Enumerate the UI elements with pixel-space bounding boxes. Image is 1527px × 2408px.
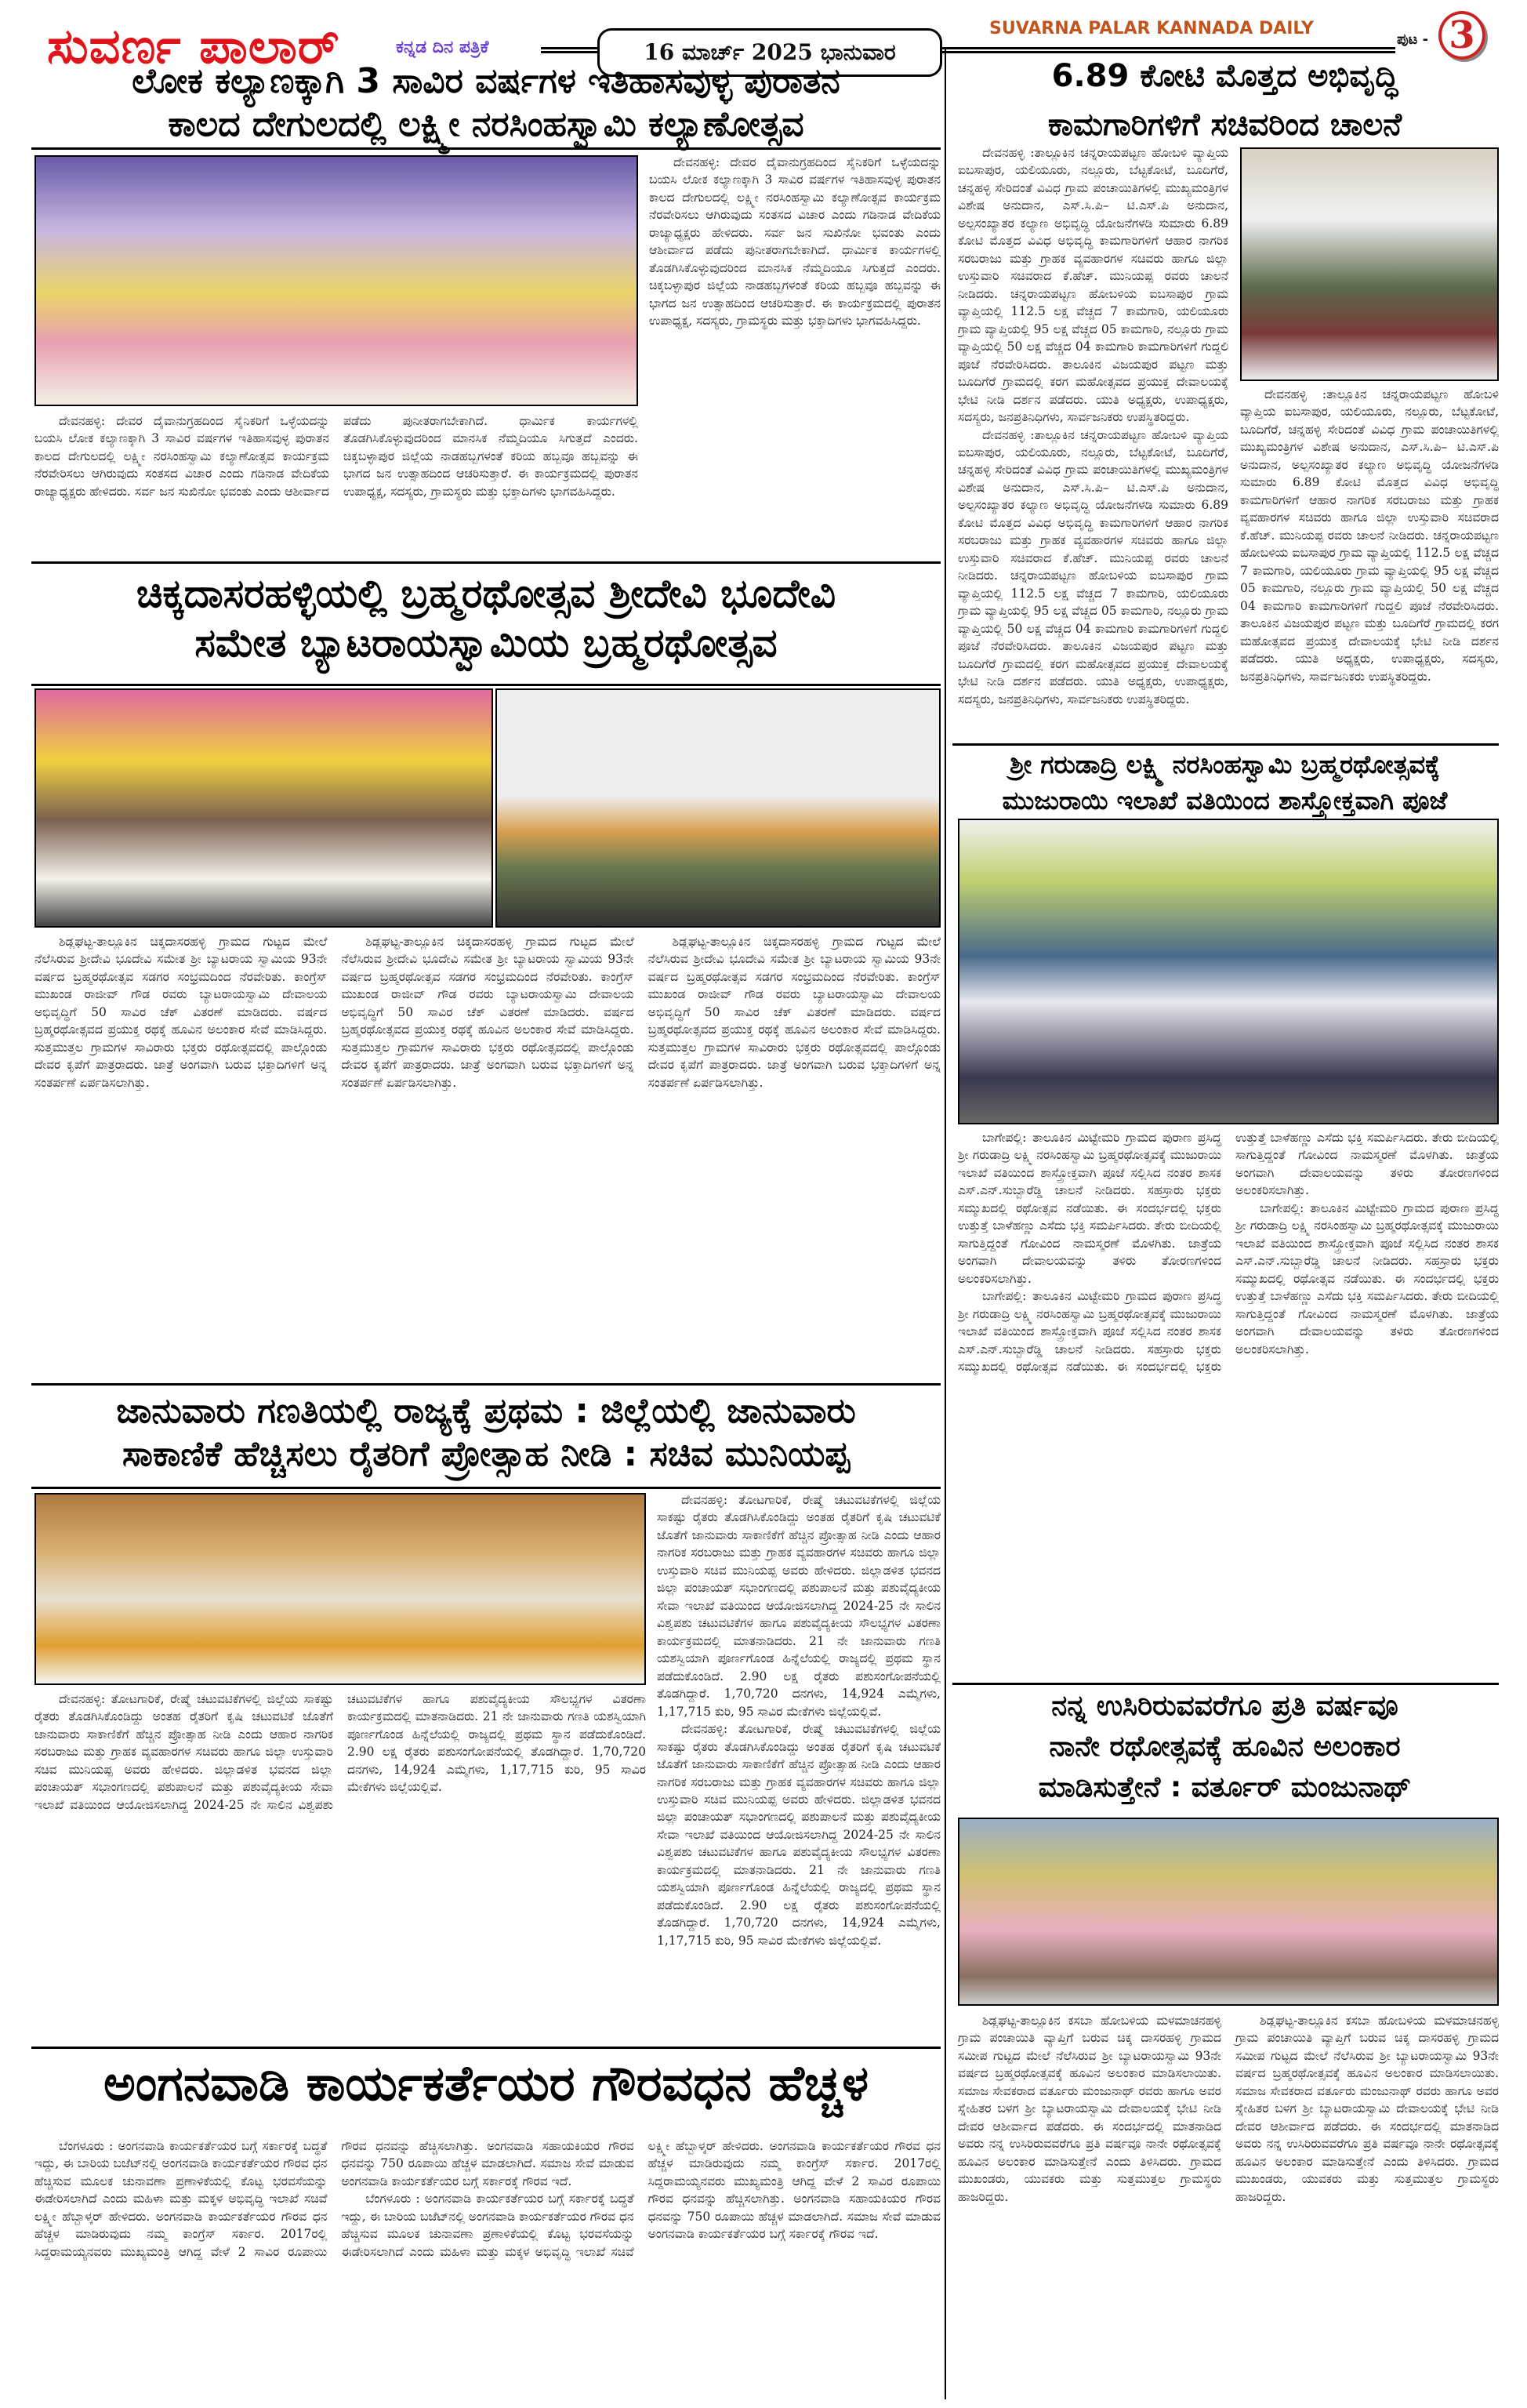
story-6-headline	[952, 746, 1497, 819]
story-4-body	[34, 2137, 941, 2400]
divider	[952, 743, 1499, 746]
minister-photo	[1240, 147, 1499, 381]
paragraph: ಬೆಂಗಳೂರು : ಅಂಗನವಾಡಿ ಕಾರ್ಯಕರ್ತೆಯರ ಬಗ್ಗೆ ಸರ್ಕಾರಕ್ಕೆ ಬದ್ಧತೆ ಇದ್ದು, ಈ ಬಾರಿಯ ಬಜೆಟ್‌ನಲ್ಲಿ ಅಂಗನವಾಡಿ ಕಾರ್ಯಕರ್ತೆಯರ ಗೌರವ ಧನ ಹೆಚ್ಚಿಸುವ ಮೂಲಕ ಚುನಾವಣಾ ಪ್ರಣಾಳಿಕೆಯಲ್ಲಿ ಕೊಟ್ಟ ಭರವಸೆಯನ್ನು ಈಡೇರಿಸಲಾಗಿದೆ ಎಂದು ಮಹಿಳಾ ಮತ್ತು ಮಕ್ಕಳ ಅಭಿವೃದ್ಧಿ ಇಲಾಖೆ ಸಚಿವೆ ಲಕ್ಷ್ಮೀ ಹೆಬ್ಬಾಳ್ಕರ್ ಹೇಳಿದರು. ಅಂಗನವಾಡಿ ಕಾರ್ಯಕರ್ತೆಯರ ಗೌರವ ಧನ ಹೆಚ್ಚಳ ಮಾಡಿರುವುದು ನಮ್ಮ ಕಾಂಗ್ರೆಸ್ ಸರ್ಕಾರ. 2017ರಲ್ಲಿ ಸಿದ್ದರಾಮಯ್ಯನವರು ಮುಖ್ಯಮಂತ್ರಿ ಆಗಿದ್ದ ವೇಳೆ 2 ಸಾವಿರ ರೂಪಾಯಿ ಗೌರವ ಧನವನ್ನು ಹೆಚ್ಚಿಸಲಾಗಿತ್ತು. ಅಂಗನವಾಡಿ ಸಹಾಯಕಿಯರ ಗೌರವ ಧನವನ್ನು 750 ರೂಪಾಯಿ ಹೆಚ್ಚಳ ಮಾಡಲಾಗಿದೆ. ಸಮಾಜ ಸೇವೆ ಮಾಡುವ ಅಂಗನವಾಡಿ ಕಾರ್ಯಕರ್ತೆಯರ ಬಗ್ಗೆ ಸರ್ಕಾರಕ್ಕೆ ಗೌರವ ಇದೆ.	[341, 2139, 941, 2259]
divider	[952, 1683, 1499, 1685]
divider	[31, 1487, 941, 1489]
headline-line: ಮಾಡಿಸುತ್ತೇನೆ : ವರ್ತೂರ್ ಮಂಜುನಾಥ್	[1038, 1771, 1412, 1804]
rathotsava-crowd-photo	[958, 819, 1499, 1124]
story-7-headline	[952, 1686, 1497, 1809]
paragraph: ಬಾಗೇಪಲ್ಲಿ: ತಾಲೂಕಿನ ಮಿಟ್ಟೇಮರಿ ಗ್ರಾಮದ ಪುರಾಣ ಪ್ರಸಿದ್ಧ ಶ್ರೀ ಗರುಡಾದ್ರಿ ಲಕ್ಷ್ಮಿ ನರಸಿಂಹಸ್ವಾಮಿ ಬ್ರಹ್ಮರಥೋತ್ಸವಕ್ಕೆ ಮುಜುರಾಯಿ ಇಲಾಖೆ ವತಿಯಿಂದ ಶಾಸ್ತ್ರೋಕ್ತವಾಗಿ ಪೂಜೆ ಸಲ್ಲಿಸಿದ ನಂತರ ಶಾಸಕ ಎಸ್.ಎನ್.ಸುಬ್ಬಾರೆಡ್ಡಿ ಚಾಲನೆ ನೀಡಿದರು. ಸಹಸ್ರಾರು ಭಕ್ತರು ಸಮ್ಮುಖದಲ್ಲಿ ರಥೋತ್ಸವ ನಡೆಯಿತು. ಈ ಸಂದರ್ಭದಲ್ಲಿ ಭಕ್ತರು ಉತ್ತುತ್ತೆ ಬಾಳೆಹಣ್ಣು ಎಸೆದು ಭಕ್ತಿ ಸಮರ್ಪಿಸಿದರು. ತೇರು ಬೀದಿಯಲ್ಲಿ ಸಾಗುತ್ತಿದ್ದಂತೆ ಗೋವಿಂದ ನಾಮಸ್ಮರಣೆ ಮೊಳಗಿತು. ಜಾತ್ರೆಯ ಅಂಗವಾಗಿ ದೇವಾಲಯವನ್ನು ತಳಿರು ತೋರಣಗಳಿಂದ ಅಲಂಕರಿಸಲಾಗಿತ್ತು.	[1235, 1200, 1499, 1357]
page-number: 3	[1438, 11, 1485, 60]
paragraph: ದೇವನಹಳ್ಳಿ :ತಾಲ್ಲೂಕಿನ ಚನ್ನರಾಯಪಟ್ಟಣ ಹೋಬಳಿ ವ್ಯಾಪ್ತಿಯ ಐಬಸಾಪುರ, ಯಲಿಯೂರು, ನಲ್ಲೂರು, ಬೆಟ್ಟಕೋಟೆ, ಬೂದಿಗೆರೆ, ಚನ್ನಹಳ್ಳಿ ಸೇರಿದಂತೆ ವಿವಿಧ ಗ್ರಾಮ ಪಂಚಾಯಿತಿಗಳಲ್ಲಿ ಮುಖ್ಯಮಂತ್ರಿಗಳ ವಿಶೇಷ ಅನುದಾನ, ಎಸ್.ಸಿ.ಪಿ– ಟಿ.ಎಸ್.ಪಿ ಅನುದಾನ, ಅಲ್ಪಸಂಖ್ಯಾತರ ಕಲ್ಯಾಣ ಅಭಿವೃದ್ಧಿ ಯೋಜನೆಗಳಡಿ ಸುಮಾರು 6.89 ಕೋಟಿ ಮೊತ್ತದ ವಿವಿಧ ಅಭಿವೃದ್ಧಿ ಕಾಮಗಾರಿಗಳಿಗೆ ಆಹಾರ ನಾಗರಿಕ ಸರಬರಾಜು ಮತ್ತು ಗ್ರಾಹಕ ವ್ಯವಹಾರಗಳ ಸಚಿವರು ಹಾಗೂ ಜಿಲ್ಲಾ ಉಸ್ತುವಾರಿ ಸಚಿವರಾದ ಕೆ.ಹೆಚ್. ಮುನಿಯಪ್ಪ ರವರು ಚಾಲನೆ ನೀಡಿದರು. ಚನ್ನರಾಯಪಟ್ಟಣ ಹೋಬಳಿಯ ಐಬಸಾಪುರ ಗ್ರಾಮ ವ್ಯಾಪ್ತಿಯಲ್ಲಿ 112.5 ಲಕ್ಷ ವೆಚ್ಚದ 7 ಕಾಮಗಾರಿ, ಯಲಿಯೂರು ಗ್ರಾಮ ವ್ಯಾಪ್ತಿಯಲ್ಲಿ 95 ಲಕ್ಷ ವೆಚ್ಚದ 05 ಕಾಮಗಾರಿ, ನಲ್ಲೂರು ಗ್ರಾಮ ವ್ಯಾಪ್ತಿಯಲ್ಲಿ 50 ಲಕ್ಷ ವೆಚ್ಚದ 04 ಕಾಮಗಾರಿ ಕಾಮಗಾರಿಗಳಿಗೆ ಗುದ್ದಲಿ ಪೂಜೆ ನೆರವೇರಿಸಿದರು. ತಾಲೂಕಿನ ವಿಜಯಪುರ ಪಟ್ಟಣ ಮತ್ತು ಬೂದಿಗೆರೆ ಗ್ರಾಮದಲ್ಲಿ ಕರಗ ಮಹೋತ್ಸವದ ಪ್ರಯುಕ್ತ ದೇವಾಲಯಕ್ಕೆ ಭೇಟಿ ನೀಡಿ ದರ್ಶನ ಪಡೆದರು. ಯುತಿ ಅಧ್ಯಕ್ಷರು, ಉಪಾಧ್ಯಕ್ಷರು, ಸದಸ್ಯರು, ಜನಪ್ರತಿನಿಧಿಗಳು, ಸಾರ್ವಜನಿಕರು ಉಪಸ್ಥಿತರಿದ್ದರು.	[958, 427, 1228, 706]
headline-line: ಅಂಗನವಾಡಿ ಕಾರ್ಯಕರ್ತೆಯರ ಗೌರವಧನ ಹೆಚ್ಚಳ	[103, 2054, 869, 2112]
headline-line: ಜಾನುವಾರು ಗಣತಿಯಲ್ಲಿ ರಾಜ್ಯಕ್ಕೆ ಪ್ರಥಮ : ಜಿಲ್ಲೆಯಲ್ಲಿ ಜಾನುವಾರು	[116, 1391, 856, 1431]
headline-line: ಕಾಲದ ದೇಗುಲದಲ್ಲಿ ಲಕ್ಷ್ಮೀ ನರಸಿಂಹಸ್ವಾಮಿ ಕಲ್ಯಾಣೋತ್ಸವ	[168, 104, 804, 144]
paragraph: ಶಿಡ್ಲಘಟ್ಟ-ತಾಲ್ಲೂಕಿನ ಕಸಬಾ ಹೋಬಳಿಯ ಮಳಮಾಚನಹಳ್ಳಿ ಗ್ರಾಮ ಪಂಚಾಯಿತಿ ವ್ಯಾಪ್ತಿಗೆ ಬರುವ ಚಿಕ್ಕ ದಾಸರಹಳ್ಳಿ ಗ್ರಾಮದ ಸಮೀಪ ಗುಟ್ಟದ ಮೇಲೆ ನೆಲೆಸಿರುವ ಶ್ರೀ ಬ್ಯಾಟರಾಯಸ್ವಾಮಿ 93ನೇ ವರ್ಷದ ಬ್ರಹ್ಮರಥೋತ್ಸವಕ್ಕೆ ಹೂವಿನ ಅಲಂಕಾರ ಮಾಡಿಸಲಾಯಿತು. ಸಮಾಜ ಸೇವಕರಾದ ವರ್ತೂರು ಮಂಜುನಾಥ್ ರವರು ಹಾಗೂ ಅವರ ಸ್ನೇಹಿತರ ಬಳಗ ಶ್ರೀ ಬ್ಯಾಟರಾಯಸ್ವಾಮಿ ದೇವಾಲಯಕ್ಕೆ ಭೇಟಿ ನೀಡಿ ದೇವರ ಆಶೀರ್ವಾದ ಪಡೆದರು. ಈ ಸಂದರ್ಭದಲ್ಲಿ ಮಾತನಾಡಿದ ಅವರು ನನ್ನ ಉಸಿರಿರುವವರೆಗೂ ಪ್ರತಿ ವರ್ಷವೂ ನಾನೇ ರಥೋತ್ಸವಕ್ಕೆ ಹೂವಿನ ಅಲಂಕಾರ ಮಾಡಿಸುತ್ತೇನೆ ಎಂದು ತಿಳಿಸಿದರು. ಗ್ರಾಮದ ಮುಖಂಡರು, ಯುವಕರು ಮತ್ತು ಸುತ್ತಮುತ್ತಲ ಗ್ರಾಮಸ್ಥರು ಹಾಜರಿದ್ದರು.	[958, 2014, 1221, 2204]
story-2-body	[34, 933, 941, 1372]
story-5-headline	[952, 52, 1497, 149]
story-5-body-left	[958, 144, 1228, 740]
headline-line: ಲೋಕ ಕಲ್ಯಾಣಕ್ಕಾಗಿ 3 ಸಾವಿರ ವರ್ಷಗಳ ಇತಿಹಾಸವುಳ್ಳ ಪುರಾತನ	[132, 61, 840, 101]
paragraph: ದೇವನಹಳ್ಳಿ: ತೋಟಗಾರಿಕೆ, ರೇಷ್ಮೆ ಚಟುವಟಿಕೆಗಳಲ್ಲಿ ಜಿಲ್ಲೆಯ ಸಾಕಷ್ಟು ರೈತರು ತೊಡಗಿಸಿಕೊಂಡಿದ್ದು ಅಂತಹ ರೈತರಿಗೆ ಕೃಷಿ ಚಟುವಟಿಕೆ ಜೊತೆಗೆ ಜಾನುವಾರು ಸಾಕಾಣಿಕೆಗೆ ಹೆಚ್ಚಿನ ಪ್ರೋತ್ಸಾಹ ನೀಡಿ ಎಂದು ಆಹಾರ ನಾಗರಿಕ ಸರಬರಾಜು ಮತ್ತು ಗ್ರಾಹಕ ವ್ಯವಹಾರಗಳ ಸಚಿವರು ಹಾಗೂ ಜಿಲ್ಲಾ ಉಸ್ತುವಾರಿ ಸಚಿವ ಮುನಿಯಪ್ಪ ಅವರು ಹೇಳಿದರು. ಜಿಲ್ಲಾಡಳಿತ ಭವನದ ಜಿಲ್ಲಾ ಪಂಚಾಯತ್ ಸಭಾಂಗಣದಲ್ಲಿ ಪಶುಪಾಲನೆ ಮತ್ತು ಪಶುವೈದ್ಯಕೀಯ ಸೇವಾ ಇಲಾಖೆ ವತಿಯಿಂದ ಆಯೋಜಿಸಲಾಗಿದ್ದ 2024-25 ನೇ ಸಾಲಿನ ವಿಶ್ವಪಶು ಚಟುವಟಿಕೆಗಳ ಹಾಗೂ ಪಶುವೈದ್ಯಕೀಯ ಸೌಲಭ್ಯಗಳ ವಿತರಣಾ ಕಾರ್ಯಕ್ರಮದಲ್ಲಿ ಮಾತನಾಡಿದರು. 21 ನೇ ಜಾನುವಾರು ಗಣತಿ ಯಶಸ್ವಿಯಾಗಿ ಪೂರ್ಣಗೊಂಡ ಹಿನ್ನೆಲೆಯಲ್ಲಿ ರಾಜ್ಯದಲ್ಲಿ ಪ್ರಥಮ ಸ್ಥಾನ ಪಡೆದುಕೊಂಡಿದೆ. 2.90 ಲಕ್ಷ ರೈತರು ಪಶುಸಂಗೋಪನೆಯಲ್ಲಿ ತೊಡಗಿದ್ದಾರೆ. 1,70,720 ದನಗಳು, 14,924 ಎಮ್ಮೆಗಳು, 1,17,715 ಕುರಿ, 95 ಸಾವಿರ ಮೇಕೆಗಳು ಜಿಲ್ಲೆಯಲ್ಲಿವೆ.	[657, 1722, 941, 1948]
paragraph: ಬಾಗೇಪಲ್ಲಿ: ತಾಲೂಕಿನ ಮಿಟ್ಟೇಮರಿ ಗ್ರಾಮದ ಪುರಾಣ ಪ್ರಸಿದ್ಧ ಶ್ರೀ ಗರುಡಾದ್ರಿ ಲಕ್ಷ್ಮಿ ನರಸಿಂಹಸ್ವಾಮಿ ಬ್ರಹ್ಮರಥೋತ್ಸವಕ್ಕೆ ಮುಜುರಾಯಿ ಇಲಾಖೆ ವತಿಯಿಂದ ಶಾಸ್ತ್ರೋಕ್ತವಾಗಿ ಪೂಜೆ ಸಲ್ಲಿಸಿದ ನಂತರ ಶಾಸಕ ಎಸ್.ಎನ್.ಸುಬ್ಬಾರೆಡ್ಡಿ ಚಾಲನೆ ನೀಡಿದರು. ಸಹಸ್ರಾರು ಭಕ್ತರು ಸಮ್ಮುಖದಲ್ಲಿ ರಥೋತ್ಸವ ನಡೆಯಿತು. ಈ ಸಂದರ್ಭದಲ್ಲಿ ಭಕ್ತರು ಉತ್ತುತ್ತೆ ಬಾಳೆಹಣ್ಣು ಎಸೆದು ಭಕ್ತಿ ಸಮರ್ಪಿಸಿದರು. ತೇರು ಬೀದಿಯಲ್ಲಿ ಸಾಗುತ್ತಿದ್ದಂತೆ ಗೋವಿಂದ ನಾಮಸ್ಮರಣೆ ಮೊಳಗಿತು. ಜಾತ್ರೆಯ ಅಂಗವಾಗಿ ದೇವಾಲಯವನ್ನು ತಳಿರು ತೋರಣಗಳಿಂದ ಅಲಂಕರಿಸಲಾಗಿತ್ತು.	[958, 1131, 1221, 1286]
issue-date: 16 ಮಾರ್ಚ್ 2025 ಭಾನುವಾರ	[597, 28, 942, 77]
paragraph: ದೇವನಹಳ್ಳಿ :ತಾಲ್ಲೂಕಿನ ಚನ್ನರಾಯಪಟ್ಟಣ ಹೋಬಳಿ ವ್ಯಾಪ್ತಿಯ ಐಬಸಾಪುರ, ಯಲಿಯೂರು, ನಲ್ಲೂರು, ಬೆಟ್ಟಕೋಟೆ, ಬೂದಿಗೆರೆ, ಚನ್ನಹಳ್ಳಿ ಸೇರಿದಂತೆ ವಿವಿಧ ಗ್ರಾಮ ಪಂಚಾಯಿತಿಗಳಲ್ಲಿ ಮುಖ್ಯಮಂತ್ರಿಗಳ ವಿಶೇಷ ಅನುದಾನ, ಎಸ್.ಸಿ.ಪಿ– ಟಿ.ಎಸ್.ಪಿ ಅನುದಾನ, ಅಲ್ಪಸಂಖ್ಯಾತರ ಕಲ್ಯಾಣ ಅಭಿವೃದ್ಧಿ ಯೋಜನೆಗಳಡಿ ಸುಮಾರು 6.89 ಕೋಟಿ ಮೊತ್ತದ ವಿವಿಧ ಅಭಿವೃದ್ಧಿ ಕಾಮಗಾರಿಗಳಿಗೆ ಆಹಾರ ನಾಗರಿಕ ಸರಬರಾಜು ಮತ್ತು ಗ್ರಾಹಕ ವ್ಯವಹಾರಗಳ ಸಚಿವರು ಹಾಗೂ ಜಿಲ್ಲಾ ಉಸ್ತುವಾರಿ ಸಚಿವರಾದ ಕೆ.ಹೆಚ್. ಮುನಿಯಪ್ಪ ರವರು ಚಾಲನೆ ನೀಡಿದರು. ಚನ್ನರಾಯಪಟ್ಟಣ ಹೋಬಳಿಯ ಐಬಸಾಪುರ ಗ್ರಾಮ ವ್ಯಾಪ್ತಿಯಲ್ಲಿ 112.5 ಲಕ್ಷ ವೆಚ್ಚದ 7 ಕಾಮಗಾರಿ, ಯಲಿಯೂರು ಗ್ರಾಮ ವ್ಯಾಪ್ತಿಯಲ್ಲಿ 95 ಲಕ್ಷ ವೆಚ್ಚದ 05 ಕಾಮಗಾರಿ, ನಲ್ಲೂರು ಗ್ರಾಮ ವ್ಯಾಪ್ತಿಯಲ್ಲಿ 50 ಲಕ್ಷ ವೆಚ್ಚದ 04 ಕಾಮಗಾರಿ ಕಾಮಗಾರಿಗಳಿಗೆ ಗುದ್ದಲಿ ಪೂಜೆ ನೆರವೇರಿಸಿದರು. ತಾಲೂಕಿನ ವಿಜಯಪುರ ಪಟ್ಟಣ ಮತ್ತು ಬೂದಿಗೆರೆ ಗ್ರಾಮದಲ್ಲಿ ಕರಗ ಮಹೋತ್ಸವದ ಪ್ರಯುಕ್ತ ದೇವಾಲಯಕ್ಕೆ ಭೇಟಿ ನೀಡಿ ದರ್ಶನ ಪಡೆದರು. ಯುತಿ ಅಧ್ಯಕ್ಷರು, ಉಪಾಧ್ಯಕ್ಷರು, ಸದಸ್ಯರು, ಜನಪ್ರತಿನಿಧಿಗಳು, ಸಾರ್ವಜನಿಕರು ಉಪಸ್ಥಿತರಿದ್ದರು.	[958, 146, 1228, 425]
story-3-body-right	[657, 1491, 941, 2040]
paragraph: ಶಿಡ್ಲಘಟ್ಟ-ತಾಲ್ಲೂಕಿನ ಚಿಕ್ಕದಾಸರಹಳ್ಳಿ ಗ್ರಾಮದ ಗುಟ್ಟದ ಮೇಲೆ ನೆಲೆಸಿರುವ ಶ್ರೀದೇವಿ ಭೂದೇವಿ ಸಮೇತ ಶ್ರೀ ಬ್ಯಾಟರಾಯ ಸ್ವಾಮಿಯ 93ನೇ ವರ್ಷದ ಬ್ರಹ್ಮರಥೋತ್ಸವ ಸಡಗರ ಸಂಭ್ರಮದಿಂದ ನೆರವೇರಿತು. ಕಾಂಗ್ರೆಸ್ ಮುಖಂಡ ರಾಜೀವ್ ಗೌಡ ರವರು ಬ್ಯಾಟರಾಯಸ್ವಾಮಿ ದೇವಾಲಯ ಅಭಿವೃದ್ಧಿಗೆ 50 ಸಾವಿರ ಚೆಕ್ ವಿತರಣೆ ಮಾಡಿದರು. ವರ್ಷದ ಬ್ರಹ್ಮರಥೋತ್ಸವದ ಪ್ರಯುಕ್ತ ರಥಕ್ಕೆ ಹೂವಿನ ಅಲಂಕಾರ ಸೇವೆ ಮಾಡಿಸಿದ್ದರು. ಸುತ್ತಮುತ್ತಲ ಗ್ರಾಮಗಳ ಸಾವಿರಾರು ಭಕ್ತರು ರಥೋತ್ಸವದಲ್ಲಿ ಪಾಲ್ಗೊಂಡು ದೇವರ ಕೃಪೆಗೆ ಪಾತ್ರರಾದರು. ಜಾತ್ರೆ ಅಂಗವಾಗಿ ಬರುವ ಭಕ್ತಾದಿಗಳಿಗೆ ಅನ್ನ ಸಂತರ್ಪಣೆ ಏರ್ಪಡಿಸಲಾಗಿತ್ತು.	[34, 935, 328, 1090]
paragraph: ದೇವನಹಳ್ಳಿ: ದೇವರ ದೈವಾನುಗ್ರಹದಿಂದ ಸೈನಿಕರಿಗೆ ಒಳ್ಳೆಯದನ್ನು ಬಯಸಿ ಲೋಕ ಕಲ್ಯಾಣಕ್ಕಾಗಿ 3 ಸಾವಿರ ವರ್ಷಗಳ ಇತಿಹಾಸವುಳ್ಳ ಪುರಾತನ ಕಾಲದ ದೇಗುಲದಲ್ಲಿ ಲಕ್ಷ್ಮೀ ನರಸಿಂಹಸ್ವಾಮಿ ಕಲ್ಯಾಣೋತ್ಸವ ಕಾರ್ಯಕ್ರಮ ನೆರವೇರಿಸಲು ಆಗಿರುವುದು ಸಂತಸದ ವಿಚಾರ ಎಂದು ಗಡಿನಾಡ ವೇದಿಕೆಯ ರಾಜ್ಯಾಧ್ಯಕ್ಷರು ಹೇಳಿದರು. ಸರ್ವ ಜನ ಸುಖಿನೋ ಭವಂತು ಎಂದು ಆಶೀರ್ವಾದ ಪಡೆದು ಪುನೀತರಾಗಬೇಕಾಗಿದೆ. ಧಾರ್ಮಿಕ ಕಾರ್ಯಗಳಲ್ಲಿ ತೊಡಗಿಸಿಕೊಳ್ಳುವುದರಿಂದ ಮಾನಸಿಕ ನೆಮ್ಮದಿಯೂ ಸಿಗುತ್ತದೆ ಎಂದರು. ಚಿಕ್ಕಬಳ್ಳಾಪುರ ಜಿಲ್ಲೆಯ ನಾಡಹಬ್ಬಗಳಂತೆ ಕರಿಯ ಹಬ್ಬವೂ ಹಬ್ಬವನ್ನು ಈ ಭಾಗದ ಜನ ಉತ್ಸಾಹದಿಂದ ಆಚರಿಸುತ್ತಾರೆ. ಈ ಕಾರ್ಯಕ್ರಮದಲ್ಲಿ ಪುರಾತನ ಉಪಾಧ್ಯಕ್ಷ, ಸದಸ್ಯರು, ಗ್ರಾಮಸ್ಥರು ಮತ್ತು ಭಕ್ತಾದಿಗಳು ಭಾಗವಹಿಸಿದ್ದರು.	[34, 414, 638, 499]
headline-line: ಶ್ರೀ ಗರುಡಾದ್ರಿ ಲಕ್ಷ್ಮಿ ನರಸಿಂಹಸ್ವಾಮಿ ಬ್ರಹ್ಮರಥೋತ್ಸವಕ್ಕೆ	[1010, 750, 1440, 779]
headline-line: ನನ್ನ ಉಸಿರಿರುವವರೆಗೂ ಪ್ರತಿ ವರ್ಷವೂ	[1051, 1690, 1398, 1722]
column-divider	[945, 47, 946, 2399]
headline-line: ಮುಜುರಾಯಿ ಇಲಾಖೆ ವತಿಯಿಂದ ಶಾಸ್ತ್ರೋಕ್ತವಾಗಿ ಪೂಜೆ	[1002, 786, 1448, 816]
kalyanotsava-photo	[34, 155, 638, 406]
story-6-body	[958, 1129, 1499, 1678]
divider	[31, 147, 941, 150]
headline-line: ಸಮೇತ ಬ್ಯಾಟರಾಯಸ್ವಾಮಿಯ ಬ್ರಹ್ಮರಥೋತ್ಸವ	[194, 619, 778, 666]
divider	[31, 561, 941, 564]
paragraph: ದೇವನಹಳ್ಳಿ: ತೋಟಗಾರಿಕೆ, ರೇಷ್ಮೆ ಚಟುವಟಿಕೆಗಳಲ್ಲಿ ಜಿಲ್ಲೆಯ ಸಾಕಷ್ಟು ರೈತರು ತೊಡಗಿಸಿಕೊಂಡಿದ್ದು ಅಂತಹ ರೈತರಿಗೆ ಕೃಷಿ ಚಟುವಟಿಕೆ ಜೊತೆಗೆ ಜಾನುವಾರು ಸಾಕಾಣಿಕೆಗೆ ಹೆಚ್ಚಿನ ಪ್ರೋತ್ಸಾಹ ನೀಡಿ ಎಂದು ಆಹಾರ ನಾಗರಿಕ ಸರಬರಾಜು ಮತ್ತು ಗ್ರಾಹಕ ವ್ಯವಹಾರಗಳ ಸಚಿವರು ಹಾಗೂ ಜಿಲ್ಲಾ ಉಸ್ತುವಾರಿ ಸಚಿವ ಮುನಿಯಪ್ಪ ಅವರು ಹೇಳಿದರು. ಜಿಲ್ಲಾಡಳಿತ ಭವನದ ಜಿಲ್ಲಾ ಪಂಚಾಯತ್ ಸಭಾಂಗಣದಲ್ಲಿ ಪಶುಪಾಲನೆ ಮತ್ತು ಪಶುವೈದ್ಯಕೀಯ ಸೇವಾ ಇಲಾಖೆ ವತಿಯಿಂದ ಆಯೋಜಿಸಲಾಗಿದ್ದ 2024-25 ನೇ ಸಾಲಿನ ವಿಶ್ವಪಶು ಚಟುವಟಿಕೆಗಳ ಹಾಗೂ ಪಶುವೈದ್ಯಕೀಯ ಸೌಲಭ್ಯಗಳ ವಿತರಣಾ ಕಾರ್ಯಕ್ರಮದಲ್ಲಿ ಮಾತನಾಡಿದರು. 21 ನೇ ಜಾನುವಾರು ಗಣತಿ ಯಶಸ್ವಿಯಾಗಿ ಪೂರ್ಣಗೊಂಡ ಹಿನ್ನೆಲೆಯಲ್ಲಿ ರಾಜ್ಯದಲ್ಲಿ ಪ್ರಥಮ ಸ್ಥಾನ ಪಡೆದುಕೊಂಡಿದೆ. 2.90 ಲಕ್ಷ ರೈತರು ಪಶುಸಂಗೋಪನೆಯಲ್ಲಿ ತೊಡಗಿದ್ದಾರೆ. 1,70,720 ದನಗಳು, 14,924 ಎಮ್ಮೆಗಳು, 1,17,715 ಕುರಿ, 95 ಸಾವಿರ ಮೇಕೆಗಳು ಜಿಲ್ಲೆಯಲ್ಲಿವೆ.	[34, 1692, 646, 1812]
livestock-event-photo	[34, 1493, 646, 1685]
headline-line: ನಾನೇ ರಥೋತ್ಸವಕ್ಕೆ ಹೂವಿನ ಅಲಂಕಾರ	[1049, 1731, 1401, 1763]
story-1-headline	[31, 60, 941, 146]
flower-decoration-photo	[958, 1818, 1499, 2006]
chariot-photo	[495, 688, 941, 928]
paragraph: ಬೆಂಗಳೂರು : ಅಂಗನವಾಡಿ ಕಾರ್ಯಕರ್ತೆಯರ ಬಗ್ಗೆ ಸರ್ಕಾರಕ್ಕೆ ಬದ್ಧತೆ ಇದ್ದು, ಈ ಬಾರಿಯ ಬಜೆಟ್‌ನಲ್ಲಿ ಅಂಗನವಾಡಿ ಕಾರ್ಯಕರ್ತೆಯರ ಗೌರವ ಧನ ಹೆಚ್ಚಿಸುವ ಮೂಲಕ ಚುನಾವಣಾ ಪ್ರಣಾಳಿಕೆಯಲ್ಲಿ ಕೊಟ್ಟ ಭರವಸೆಯನ್ನು ಈಡೇರಿಸಲಾಗಿದೆ ಎಂದು ಮಹಿಳಾ ಮತ್ತು ಮಕ್ಕಳ ಅಭಿವೃದ್ಧಿ ಇಲಾಖೆ ಸಚಿವೆ ಲಕ್ಷ್ಮೀ ಹೆಬ್ಬಾಳ್ಕರ್ ಹೇಳಿದರು. ಅಂಗನವಾಡಿ ಕಾರ್ಯಕರ್ತೆಯರ ಗೌರವ ಧನ ಹೆಚ್ಚಳ ಮಾಡಿರುವುದು ನಮ್ಮ ಕಾಂಗ್ರೆಸ್ ಸರ್ಕಾರ. 2017ರಲ್ಲಿ ಸಿದ್ದರಾಮಯ್ಯನವರು ಮುಖ್ಯಮಂತ್ರಿ ಆಗಿದ್ದ ವೇಳೆ 2 ಸಾವಿರ ರೂಪಾಯಿ ಗೌರವ ಧನವನ್ನು ಹೆಚ್ಚಿಸಲಾಗಿತ್ತು. ಅಂಗನವಾಡಿ ಸಹಾಯಕಿಯರ ಗೌರವ ಧನವನ್ನು 750 ರೂಪಾಯಿ ಹೆಚ್ಚಳ ಮಾಡಲಾಗಿದೆ. ಸಮಾಜ ಸೇವೆ ಮಾಡುವ ಅಂಗನವಾಡಿ ಕಾರ್ಯಕರ್ತೆಯರ ಬಗ್ಗೆ ಸರ್ಕಾರಕ್ಕೆ ಗೌರವ ಇದೆ.	[34, 2139, 634, 2259]
story-1-body-right	[649, 154, 941, 554]
story-1-body-bottom	[34, 412, 638, 555]
headline-line: 6.89 ಕೋಟಿ ಮೊತ್ತದ ಅಭಿವೃದ್ಧಿ	[1051, 58, 1398, 94]
headline-line: ಕಾಮಗಾರಿಗಳಿಗೆ ಸಚಿವರಿಂದ ಚಾಲನೆ	[1047, 107, 1402, 143]
paragraph: ಶಿಡ್ಲಘಟ್ಟ-ತಾಲ್ಲೂಕಿನ ಚಿಕ್ಕದಾಸರಹಳ್ಳಿ ಗ್ರಾಮದ ಗುಟ್ಟದ ಮೇಲೆ ನೆಲೆಸಿರುವ ಶ್ರೀದೇವಿ ಭೂದೇವಿ ಸಮೇತ ಶ್ರೀ ಬ್ಯಾಟರಾಯ ಸ್ವಾಮಿಯ 93ನೇ ವರ್ಷದ ಬ್ರಹ್ಮರಥೋತ್ಸವ ಸಡಗರ ಸಂಭ್ರಮದಿಂದ ನೆರವೇರಿತು. ಕಾಂಗ್ರೆಸ್ ಮುಖಂಡ ರಾಜೀವ್ ಗೌಡ ರವರು ಬ್ಯಾಟರಾಯಸ್ವಾಮಿ ದೇವಾಲಯ ಅಭಿವೃದ್ಧಿಗೆ 50 ಸಾವಿರ ಚೆಕ್ ವಿತರಣೆ ಮಾಡಿದರು. ವರ್ಷದ ಬ್ರಹ್ಮರಥೋತ್ಸವದ ಪ್ರಯುಕ್ತ ರಥಕ್ಕೆ ಹೂವಿನ ಅಲಂಕಾರ ಸೇವೆ ಮಾಡಿಸಿದ್ದರು. ಸುತ್ತಮುತ್ತಲ ಗ್ರಾಮಗಳ ಸಾವಿರಾರು ಭಕ್ತರು ರಥೋತ್ಸವದಲ್ಲಿ ಪಾಲ್ಗೊಂಡು ದೇವರ ಕೃಪೆಗೆ ಪಾತ್ರರಾದರು. ಜಾತ್ರೆ ಅಂಗವಾಗಿ ಬರುವ ಭಕ್ತಾದಿಗಳಿಗೆ ಅನ್ನ ಸಂತರ್ಪಣೆ ಏರ್ಪಡಿಸಲಾಗಿತ್ತು.	[647, 935, 941, 1090]
headline-line: ಸಾಕಾಣಿಕೆ ಹೆಚ್ಚಿಸಲು ರೈತರಿಗೆ ಪ್ರೋತ್ಸಾಹ ನೀಡಿ : ಸಚಿವ ಮುನಿಯಪ್ಪ	[122, 1434, 850, 1474]
headline-line: ಚಿಕ್ಕದಾಸರಹಳ್ಳಿಯಲ್ಲಿ ಬ್ರಹ್ಮರಥೋತ್ಸವ ಶ್ರೀದೇವಿ ಭೂದೇವಿ	[136, 571, 836, 616]
divider	[31, 1383, 941, 1386]
paragraph: ದೇವನಹಳ್ಳಿ :ತಾಲ್ಲೂಕಿನ ಚನ್ನರಾಯಪಟ್ಟಣ ಹೋಬಳಿ ವ್ಯಾಪ್ತಿಯ ಐಬಸಾಪುರ, ಯಲಿಯೂರು, ನಲ್ಲೂರು, ಬೆಟ್ಟಕೋಟೆ, ಬೂದಿಗೆರೆ, ಚನ್ನಹಳ್ಳಿ ಸೇರಿದಂತೆ ವಿವಿಧ ಗ್ರಾಮ ಪಂಚಾಯಿತಿಗಳಲ್ಲಿ ಮುಖ್ಯಮಂತ್ರಿಗಳ ವಿಶೇಷ ಅನುದಾನ, ಎಸ್.ಸಿ.ಪಿ– ಟಿ.ಎಸ್.ಪಿ ಅನುದಾನ, ಅಲ್ಪಸಂಖ್ಯಾತರ ಕಲ್ಯಾಣ ಅಭಿವೃದ್ಧಿ ಯೋಜನೆಗಳಡಿ ಸುಮಾರು 6.89 ಕೋಟಿ ಮೊತ್ತದ ವಿವಿಧ ಅಭಿವೃದ್ಧಿ ಕಾಮಗಾರಿಗಳಿಗೆ ಆಹಾರ ನಾಗರಿಕ ಸರಬರಾಜು ಮತ್ತು ಗ್ರಾಹಕ ವ್ಯವಹಾರಗಳ ಸಚಿವರು ಹಾಗೂ ಜಿಲ್ಲಾ ಉಸ್ತುವಾರಿ ಸಚಿವರಾದ ಕೆ.ಹೆಚ್. ಮುನಿಯಪ್ಪ ರವರು ಚಾಲನೆ ನೀಡಿದರು. ಚನ್ನರಾಯಪಟ್ಟಣ ಹೋಬಳಿಯ ಐಬಸಾಪುರ ಗ್ರಾಮ ವ್ಯಾಪ್ತಿಯಲ್ಲಿ 112.5 ಲಕ್ಷ ವೆಚ್ಚದ 7 ಕಾಮಗಾರಿ, ಯಲಿಯೂರು ಗ್ರಾಮ ವ್ಯಾಪ್ತಿಯಲ್ಲಿ 95 ಲಕ್ಷ ವೆಚ್ಚದ 05 ಕಾಮಗಾರಿ, ನಲ್ಲೂರು ಗ್ರಾಮ ವ್ಯಾಪ್ತಿಯಲ್ಲಿ 50 ಲಕ್ಷ ವೆಚ್ಚದ 04 ಕಾಮಗಾರಿ ಕಾಮಗಾರಿಗಳಿಗೆ ಗುದ್ದಲಿ ಪೂಜೆ ನೆರವೇರಿಸಿದರು. ತಾಲೂಕಿನ ವಿಜಯಪುರ ಪಟ್ಟಣ ಮತ್ತು ಬೂದಿಗೆರೆ ಗ್ರಾಮದಲ್ಲಿ ಕರಗ ಮಹೋತ್ಸವದ ಪ್ರಯುಕ್ತ ದೇವಾಲಯಕ್ಕೆ ಭೇಟಿ ನೀಡಿ ದರ್ಶನ ಪಡೆದರು. ಯುತಿ ಅಧ್ಯಕ್ಷರು, ಉಪಾಧ್ಯಕ್ಷರು, ಸದಸ್ಯರು, ಜನಪ್ರತಿನಿಧಿಗಳು, ಸಾರ್ವಜನಿಕರು ಉಪಸ್ಥಿತರಿದ್ದರು.	[1240, 387, 1499, 684]
paragraph: ದೇವನಹಳ್ಳಿ: ದೇವರ ದೈವಾನುಗ್ರಹದಿಂದ ಸೈನಿಕರಿಗೆ ಒಳ್ಳೆಯದನ್ನು ಬಯಸಿ ಲೋಕ ಕಲ್ಯಾಣಕ್ಕಾಗಿ 3 ಸಾವಿರ ವರ್ಷಗಳ ಇತಿಹಾಸವುಳ್ಳ ಪುರಾತನ ಕಾಲದ ದೇಗುಲದಲ್ಲಿ ಲಕ್ಷ್ಮೀ ನರಸಿಂಹಸ್ವಾಮಿ ಕಲ್ಯಾಣೋತ್ಸವ ಕಾರ್ಯಕ್ರಮ ನೆರವೇರಿಸಲು ಆಗಿರುವುದು ಸಂತಸದ ವಿಚಾರ ಎಂದು ಗಡಿನಾಡ ವೇದಿಕೆಯ ರಾಜ್ಯಾಧ್ಯಕ್ಷರು ಹೇಳಿದರು. ಸರ್ವ ಜನ ಸುಖಿನೋ ಭವಂತು ಎಂದು ಆಶೀರ್ವಾದ ಪಡೆದು ಪುನೀತರಾಗಬೇಕಾಗಿದೆ. ಧಾರ್ಮಿಕ ಕಾರ್ಯಗಳಲ್ಲಿ ತೊಡಗಿಸಿಕೊಳ್ಳುವುದರಿಂದ ಮಾನಸಿಕ ನೆಮ್ಮದಿಯೂ ಸಿಗುತ್ತದೆ ಎಂದರು. ಚಿಕ್ಕಬಳ್ಳಾಪುರ ಜಿಲ್ಲೆಯ ನಾಡಹಬ್ಬಗಳಂತೆ ಕರಿಯ ಹಬ್ಬವೂ ಹಬ್ಬವನ್ನು ಈ ಭಾಗದ ಜನ ಉತ್ಸಾಹದಿಂದ ಆಚರಿಸುತ್ತಾರೆ. ಈ ಕಾರ್ಯಕ್ರಮದಲ್ಲಿ ಪುರಾತನ ಉಪಾಧ್ಯಕ್ಷ, ಸದಸ್ಯರು, ಗ್ರಾಮಸ್ಥರು ಮತ್ತು ಭಕ್ತಾದಿಗಳು ಭಾಗವಹಿಸಿದ್ದರು.	[649, 155, 941, 329]
temple-crowd-photo	[34, 688, 493, 928]
story-3-headline	[31, 1389, 941, 1476]
story-7-body	[958, 2012, 1499, 2400]
masthead-rule	[541, 47, 597, 53]
masthead-title: ಸುವರ್ಣ ಪಾಲಾರ್	[47, 17, 340, 74]
story-2-headline	[31, 569, 941, 667]
story-3-body-bottom	[34, 1691, 646, 2040]
masthead-subtitle: ಕನ್ನಡ ದಿನ ಪತ್ರಿಕೆ	[396, 38, 489, 57]
story-5-body-right	[1240, 386, 1499, 740]
brand-name: SUVARNA PALAR KANNADA DAILY	[989, 19, 1314, 38]
paragraph: ಬಾಗೇಪಲ್ಲಿ: ತಾಲೂಕಿನ ಮಿಟ್ಟೇಮರಿ ಗ್ರಾಮದ ಪುರಾಣ ಪ್ರಸಿದ್ಧ ಶ್ರೀ ಗರುಡಾದ್ರಿ ಲಕ್ಷ್ಮಿ ನರಸಿಂಹಸ್ವಾಮಿ ಬ್ರಹ್ಮರಥೋತ್ಸವಕ್ಕೆ ಮುಜುರಾಯಿ ಇಲಾಖೆ ವತಿಯಿಂದ ಶಾಸ್ತ್ರೋಕ್ತವಾಗಿ ಪೂಜೆ ಸಲ್ಲಿಸಿದ ನಂತರ ಶಾಸಕ ಎಸ್.ಎನ್.ಸುಬ್ಬಾರೆಡ್ಡಿ ಚಾಲನೆ ನೀಡಿದರು. ಸಹಸ್ರಾರು ಭಕ್ತರು ಸಮ್ಮುಖದಲ್ಲಿ ರಥೋತ್ಸವ ನಡೆಯಿತು. ಈ ಸಂದರ್ಭದಲ್ಲಿ ಭಕ್ತರು ಉತ್ತುತ್ತೆ ಬಾಳೆಹಣ್ಣು ಎಸೆದು ಭಕ್ತಿ ಸಮರ್ಪಿಸಿದರು. ತೇರು ಬೀದಿಯಲ್ಲಿ ಸಾಗುತ್ತಿದ್ದಂತೆ ಗೋವಿಂದ ನಾಮಸ್ಮರಣೆ ಮೊಳಗಿತು. ಜಾತ್ರೆಯ ಅಂಗವಾಗಿ ದೇವಾಲಯವನ್ನು ತಳಿರು ತೋರಣಗಳಿಂದ ಅಲಂಕರಿಸಲಾಗಿತ್ತು.	[958, 1131, 1499, 1375]
paragraph: ದೇವನಹಳ್ಳಿ: ತೋಟಗಾರಿಕೆ, ರೇಷ್ಮೆ ಚಟುವಟಿಕೆಗಳಲ್ಲಿ ಜಿಲ್ಲೆಯ ಸಾಕಷ್ಟು ರೈತರು ತೊಡಗಿಸಿಕೊಂಡಿದ್ದು ಅಂತಹ ರೈತರಿಗೆ ಕೃಷಿ ಚಟುವಟಿಕೆ ಜೊತೆಗೆ ಜಾನುವಾರು ಸಾಕಾಣಿಕೆಗೆ ಹೆಚ್ಚಿನ ಪ್ರೋತ್ಸಾಹ ನೀಡಿ ಎಂದು ಆಹಾರ ನಾಗರಿಕ ಸರಬರಾಜು ಮತ್ತು ಗ್ರಾಹಕ ವ್ಯವಹಾರಗಳ ಸಚಿವರು ಹಾಗೂ ಜಿಲ್ಲಾ ಉಸ್ತುವಾರಿ ಸಚಿವ ಮುನಿಯಪ್ಪ ಅವರು ಹೇಳಿದರು. ಜಿಲ್ಲಾಡಳಿತ ಭವನದ ಜಿಲ್ಲಾ ಪಂಚಾಯತ್ ಸಭಾಂಗಣದಲ್ಲಿ ಪಶುಪಾಲನೆ ಮತ್ತು ಪಶುವೈದ್ಯಕೀಯ ಸೇವಾ ಇಲಾಖೆ ವತಿಯಿಂದ ಆಯೋಜಿಸಲಾಗಿದ್ದ 2024-25 ನೇ ಸಾಲಿನ ವಿಶ್ವಪಶು ಚಟುವಟಿಕೆಗಳ ಹಾಗೂ ಪಶುವೈದ್ಯಕೀಯ ಸೌಲಭ್ಯಗಳ ವಿತರಣಾ ಕಾರ್ಯಕ್ರಮದಲ್ಲಿ ಮಾತನಾಡಿದರು. 21 ನೇ ಜಾನುವಾರು ಗಣತಿ ಯಶಸ್ವಿಯಾಗಿ ಪೂರ್ಣಗೊಂಡ ಹಿನ್ನೆಲೆಯಲ್ಲಿ ರಾಜ್ಯದಲ್ಲಿ ಪ್ರಥಮ ಸ್ಥಾನ ಪಡೆದುಕೊಂಡಿದೆ. 2.90 ಲಕ್ಷ ರೈತರು ಪಶುಸಂಗೋಪನೆಯಲ್ಲಿ ತೊಡಗಿದ್ದಾರೆ. 1,70,720 ದನಗಳು, 14,924 ಎಮ್ಮೆಗಳು, 1,17,715 ಕುರಿ, 95 ಸಾವಿರ ಮೇಕೆಗಳು ಜಿಲ್ಲೆಯಲ್ಲಿವೆ.	[657, 1493, 941, 1719]
divider	[31, 684, 941, 686]
paragraph: ಶಿಡ್ಲಘಟ್ಟ-ತಾಲ್ಲೂಕಿನ ಕಸಬಾ ಹೋಬಳಿಯ ಮಳಮಾಚನಹಳ್ಳಿ ಗ್ರಾಮ ಪಂಚಾಯಿತಿ ವ್ಯಾಪ್ತಿಗೆ ಬರುವ ಚಿಕ್ಕ ದಾಸರಹಳ್ಳಿ ಗ್ರಾಮದ ಸಮೀಪ ಗುಟ್ಟದ ಮೇಲೆ ನೆಲೆಸಿರುವ ಶ್ರೀ ಬ್ಯಾಟರಾಯಸ್ವಾಮಿ 93ನೇ ವರ್ಷದ ಬ್ರಹ್ಮರಥೋತ್ಸವಕ್ಕೆ ಹೂವಿನ ಅಲಂಕಾರ ಮಾಡಿಸಲಾಯಿತು. ಸಮಾಜ ಸೇವಕರಾದ ವರ್ತೂರು ಮಂಜುನಾಥ್ ರವರು ಹಾಗೂ ಅವರ ಸ್ನೇಹಿತರ ಬಳಗ ಶ್ರೀ ಬ್ಯಾಟರಾಯಸ್ವಾಮಿ ದೇವಾಲಯಕ್ಕೆ ಭೇಟಿ ನೀಡಿ ದೇವರ ಆಶೀರ್ವಾದ ಪಡೆದರು. ಈ ಸಂದರ್ಭದಲ್ಲಿ ಮಾತನಾಡಿದ ಅವರು ನನ್ನ ಉಸಿರಿರುವವರೆಗೂ ಪ್ರತಿ ವರ್ಷವೂ ನಾನೇ ರಥೋತ್ಸವಕ್ಕೆ ಹೂವಿನ ಅಲಂಕಾರ ಮಾಡಿಸುತ್ತೇನೆ ಎಂದು ತಿಳಿಸಿದರು. ಗ್ರಾಮದ ಮುಖಂಡರು, ಯುವಕರು ಮತ್ತು ಸುತ್ತಮುತ್ತಲ ಗ್ರಾಮಸ್ಥರು ಹಾಜರಿದ್ದರು.	[1235, 2014, 1499, 2204]
page-label: ಪುಟ -	[1397, 31, 1429, 48]
story-4-headline	[31, 2053, 941, 2114]
paragraph: ಶಿಡ್ಲಘಟ್ಟ-ತಾಲ್ಲೂಕಿನ ಚಿಕ್ಕದಾಸರಹಳ್ಳಿ ಗ್ರಾಮದ ಗುಟ್ಟದ ಮೇಲೆ ನೆಲೆಸಿರುವ ಶ್ರೀದೇವಿ ಭೂದೇವಿ ಸಮೇತ ಶ್ರೀ ಬ್ಯಾಟರಾಯ ಸ್ವಾಮಿಯ 93ನೇ ವರ್ಷದ ಬ್ರಹ್ಮರಥೋತ್ಸವ ಸಡಗರ ಸಂಭ್ರಮದಿಂದ ನೆರವೇರಿತು. ಕಾಂಗ್ರೆಸ್ ಮುಖಂಡ ರಾಜೀವ್ ಗೌಡ ರವರು ಬ್ಯಾಟರಾಯಸ್ವಾಮಿ ದೇವಾಲಯ ಅಭಿವೃದ್ಧಿಗೆ 50 ಸಾವಿರ ಚೆಕ್ ವಿತರಣೆ ಮಾಡಿದರು. ವರ್ಷದ ಬ್ರಹ್ಮರಥೋತ್ಸವದ ಪ್ರಯುಕ್ತ ರಥಕ್ಕೆ ಹೂವಿನ ಅಲಂಕಾರ ಸೇವೆ ಮಾಡಿಸಿದ್ದರು. ಸುತ್ತಮುತ್ತಲ ಗ್ರಾಮಗಳ ಸಾವಿರಾರು ಭಕ್ತರು ರಥೋತ್ಸವದಲ್ಲಿ ಪಾಲ್ಗೊಂಡು ದೇವರ ಕೃಪೆಗೆ ಪಾತ್ರರಾದರು. ಜಾತ್ರೆ ಅಂಗವಾಗಿ ಬರುವ ಭಕ್ತಾದಿಗಳಿಗೆ ಅನ್ನ ಸಂತರ್ಪಣೆ ಏರ್ಪಡಿಸಲಾಗಿತ್ತು.	[341, 935, 634, 1090]
divider	[31, 2047, 941, 2049]
